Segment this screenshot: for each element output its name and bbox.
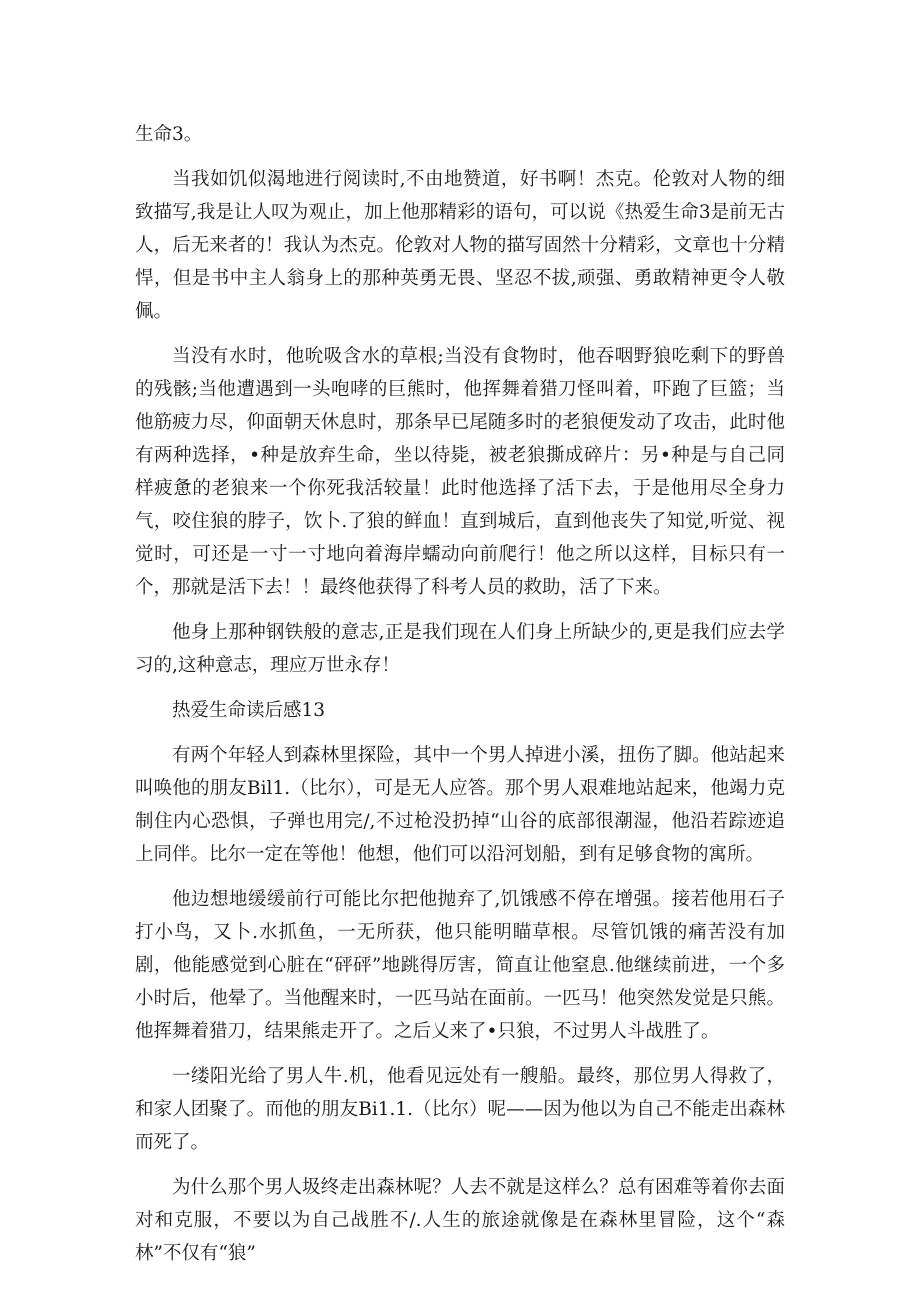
paragraph-struggle: 当没有水时，他吮吸含水的草根;当没有食物时，他吞咽野狼吃剩下的野兽的残骸;当他遭遇到一头咆哮的巨熊时，他挥舞着猎刀怪叫着，吓跑了巨篮；当他筋疲力尽，仰面朝天休息时，那条早已尾随多时的老狼便发动了攻击，此时他有两种选择，•种是放弃生命，坐以待毙，被老狼撕成碎片：另•种是与自己同样疲惫的老狼来一个你死我活较量！此时他选择了活下去，于是他用尽全身力气，咬住狼的脖子，饮卜.了狼的鲜血！直到城后，直到他丧失了知觉,听觉、视觉时，可还是一寸一寸地向着海岸蠕动向前爬行！他之所以这样，目标只有一个，那就是活下去！！最终他获得了科考人员的救助，活了下来。 [135, 346, 785, 598]
paragraph-will: 他身上那种钢铁般的意志,正是我们现在人们身上所缺少的,更是我们应去学习的,这种意志，理应万世永存！ [135, 622, 785, 676]
paragraph-continuation: 生命3。 [135, 124, 203, 145]
paragraph-forest-1: 有两个年轻人到森林里探险，其中一个男人掉进小溪，扭伤了脚。他站起来叫唤他的朋友Bil1.（比尔），可是无人应答。那个男人艰难地站起来，他竭力克制住内心恐惧，子弹也用完/,不过枪没扔掉“山谷的底部很潮湿，他沿若踪迹追上同伴。比尔一定在等他！他想，他们可以沿河划船，到有足够食物的寓所。 [135, 745, 785, 865]
paragraph-forest-4: 为什么那个男人圾终走出森林呢？人去不就是这样么？总有困难等着你去面对和克服，不要以为自己战胜不/.人生的旅途就像是在森林里冒险，这个“森林”不仅有“狼” [135, 1177, 785, 1264]
paragraph-praise: 当我如饥似渴地进行阅读时,不由地赞道，好书啊！杰克。伦敦对人物的细致描写,我是让人叹为观止，加上他那精彩的语句，可以说《热爱生命3是前无古人，后无来者的！我认为杰克。伦敦对人物的描写固然十分精彩，文章也十分精悍，但是书中主人翁身上的那种英勇无畏、坚忍不拔,顽强、勇敢精神更令人敬佩。 [135, 169, 785, 322]
document-body [135, 118, 785, 1282]
paragraph-forest-2: 他边想地缓缓前行可能比尔把他抛弃了,饥饿感不停在增强。接若他用石子打小鸟，又卜.水抓鱼，一无所获，他只能明瞄草根。尽管饥饿的痛苦没有加剧，他能感觉到心脏在“砰砰”地跳得厉害，简直让他窒息.他继续前进，一个多小时后，他晕了。当他醒来时，一匹马站在面前。一匹马！他突然发觉是只熊。他挥舞着猎刀，结果熊走开了。之后乂来了•只狼，不过男人斗战胜了。 [135, 889, 785, 1042]
section-heading: 热爱生命读后感13 [172, 700, 326, 721]
paragraph-forest-3: 一缕阳光给了男人牛.机，他看见远处有一艘船。最终，那位男人得救了，和家人团聚了。而他的朋友Bi1.1.（比尔）呢——因为他以为自己不能走出森林而死了。 [135, 1066, 785, 1153]
